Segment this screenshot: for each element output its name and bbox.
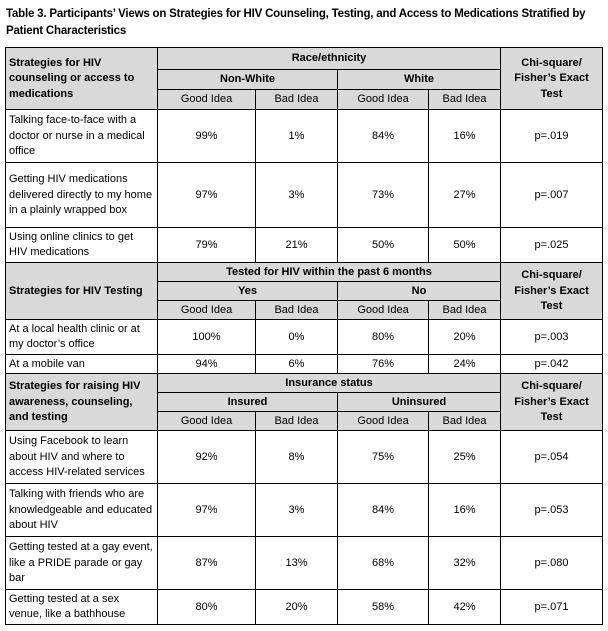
percent-cell: 20% (429, 320, 501, 355)
p-value-cell: p=.007 (501, 163, 603, 228)
stratifier-header-cell: Tested for HIV within the past 6 months (158, 263, 501, 282)
subcolumn-header-cell: Good Idea (338, 412, 429, 431)
percent-cell: 100% (158, 320, 256, 355)
percent-cell: 97% (158, 484, 256, 537)
strategy-label-cell: Getting HIV medications delivered directly to my home in a plainly wrapped box (6, 163, 158, 228)
percent-cell: 16% (429, 484, 501, 537)
stratifier-header-cell: Race/ethnicity (158, 48, 501, 70)
percent-cell: 75% (338, 431, 429, 484)
data-row (6, 431, 603, 484)
strategy-label-cell: At a mobile van (6, 355, 158, 374)
percent-cell: 84% (338, 484, 429, 537)
p-value-cell: p=.080 (501, 537, 603, 590)
strategy-label-cell: Talking face-to-face with a doctor or nurse in a medical office (6, 110, 158, 163)
percent-cell: 3% (256, 163, 338, 228)
percent-cell: 84% (338, 110, 429, 163)
header-row (6, 263, 603, 282)
percent-cell: 87% (158, 537, 256, 590)
header-row (6, 48, 603, 70)
section-header-cell: Strategies for HIV Testing (6, 263, 158, 320)
p-value-cell: p=.042 (501, 355, 603, 374)
strategy-label-cell: Using online clinics to get HIV medications (6, 228, 158, 263)
header-row (6, 374, 603, 393)
data-row (6, 110, 603, 163)
subcolumn-header-cell: Good Idea (158, 90, 256, 110)
p-value-cell: p=.071 (501, 590, 603, 625)
subcolumn-header-cell: Good Idea (158, 412, 256, 431)
group-header-cell: White (338, 70, 501, 90)
strategy-label-cell: Getting tested at a gay event, like a PRIDE parade or gay bar (6, 537, 158, 590)
percent-cell: 79% (158, 228, 256, 263)
section-header-cell: Strategies for HIV counseling or access to medications (6, 48, 158, 110)
stat-test-header-cell: Chi-square/ Fisher’s Exact Test (501, 263, 603, 320)
percent-cell: 80% (338, 320, 429, 355)
data-row (6, 355, 603, 374)
p-value-cell: p=.019 (501, 110, 603, 163)
percent-cell: 32% (429, 537, 501, 590)
section-header-cell: Strategies for raising HIV awareness, counseling, and testing (6, 374, 158, 431)
stat-test-header-cell: Chi-square/ Fisher’s Exact Test (501, 374, 603, 431)
p-value-cell: p=.025 (501, 228, 603, 263)
p-value-cell: p=.054 (501, 431, 603, 484)
results-table (5, 47, 603, 625)
group-header-cell: Non-White (158, 70, 338, 90)
percent-cell: 13% (256, 537, 338, 590)
percent-cell: 76% (338, 355, 429, 374)
data-row (6, 320, 603, 355)
percent-cell: 16% (429, 110, 501, 163)
percent-cell: 21% (256, 228, 338, 263)
stratifier-header-cell: Insurance status (158, 374, 501, 393)
group-header-cell: Uninsured (338, 393, 501, 412)
percent-cell: 92% (158, 431, 256, 484)
subcolumn-header-cell: Bad Idea (256, 412, 338, 431)
strategy-label-cell: At a local health clinic or at my doctor’s office (6, 320, 158, 355)
subcolumn-header-cell: Bad Idea (256, 301, 338, 320)
percent-cell: 25% (429, 431, 501, 484)
group-header-cell: No (338, 282, 501, 301)
percent-cell: 3% (256, 484, 338, 537)
percent-cell: 1% (256, 110, 338, 163)
percent-cell: 94% (158, 355, 256, 374)
subcolumn-header-cell: Bad Idea (429, 90, 501, 110)
percent-cell: 97% (158, 163, 256, 228)
subcolumn-header-cell: Bad Idea (429, 412, 501, 431)
data-row (6, 590, 603, 625)
percent-cell: 50% (429, 228, 501, 263)
subcolumn-header-cell: Good Idea (338, 301, 429, 320)
data-row (6, 228, 603, 263)
percent-cell: 80% (158, 590, 256, 625)
percent-cell: 24% (429, 355, 501, 374)
p-value-cell: p=.003 (501, 320, 603, 355)
subcolumn-header-cell: Bad Idea (256, 90, 338, 110)
percent-cell: 20% (256, 590, 338, 625)
percent-cell: 8% (256, 431, 338, 484)
group-header-cell: Yes (158, 282, 338, 301)
percent-cell: 42% (429, 590, 501, 625)
percent-cell: 58% (338, 590, 429, 625)
percent-cell: 50% (338, 228, 429, 263)
percent-cell: 6% (256, 355, 338, 374)
subcolumn-header-cell: Bad Idea (429, 301, 501, 320)
p-value-cell: p=.053 (501, 484, 603, 537)
strategy-label-cell: Getting tested at a sex venue, like a bathhouse (6, 590, 158, 625)
percent-cell: 0% (256, 320, 338, 355)
percent-cell: 27% (429, 163, 501, 228)
percent-cell: 99% (158, 110, 256, 163)
page-title: Table 3. Participants’ Views on Strategies for HIV Counseling, Testing, and Access to Medications Stratified by Patient Characteristics (6, 8, 586, 37)
data-row (6, 484, 603, 537)
stat-test-header-cell: Chi-square/ Fisher’s Exact Test (501, 48, 603, 110)
percent-cell: 68% (338, 537, 429, 590)
strategy-label-cell: Using Facebook to learn about HIV and where to access HIV-related services (6, 431, 158, 484)
subcolumn-header-cell: Good Idea (338, 90, 429, 110)
data-row (6, 537, 603, 590)
percent-cell: 73% (338, 163, 429, 228)
strategy-label-cell: Talking with friends who are knowledgeable and educated about HIV (6, 484, 158, 537)
data-row (6, 163, 603, 228)
subcolumn-header-cell: Good Idea (158, 301, 256, 320)
group-header-cell: Insured (158, 393, 338, 412)
